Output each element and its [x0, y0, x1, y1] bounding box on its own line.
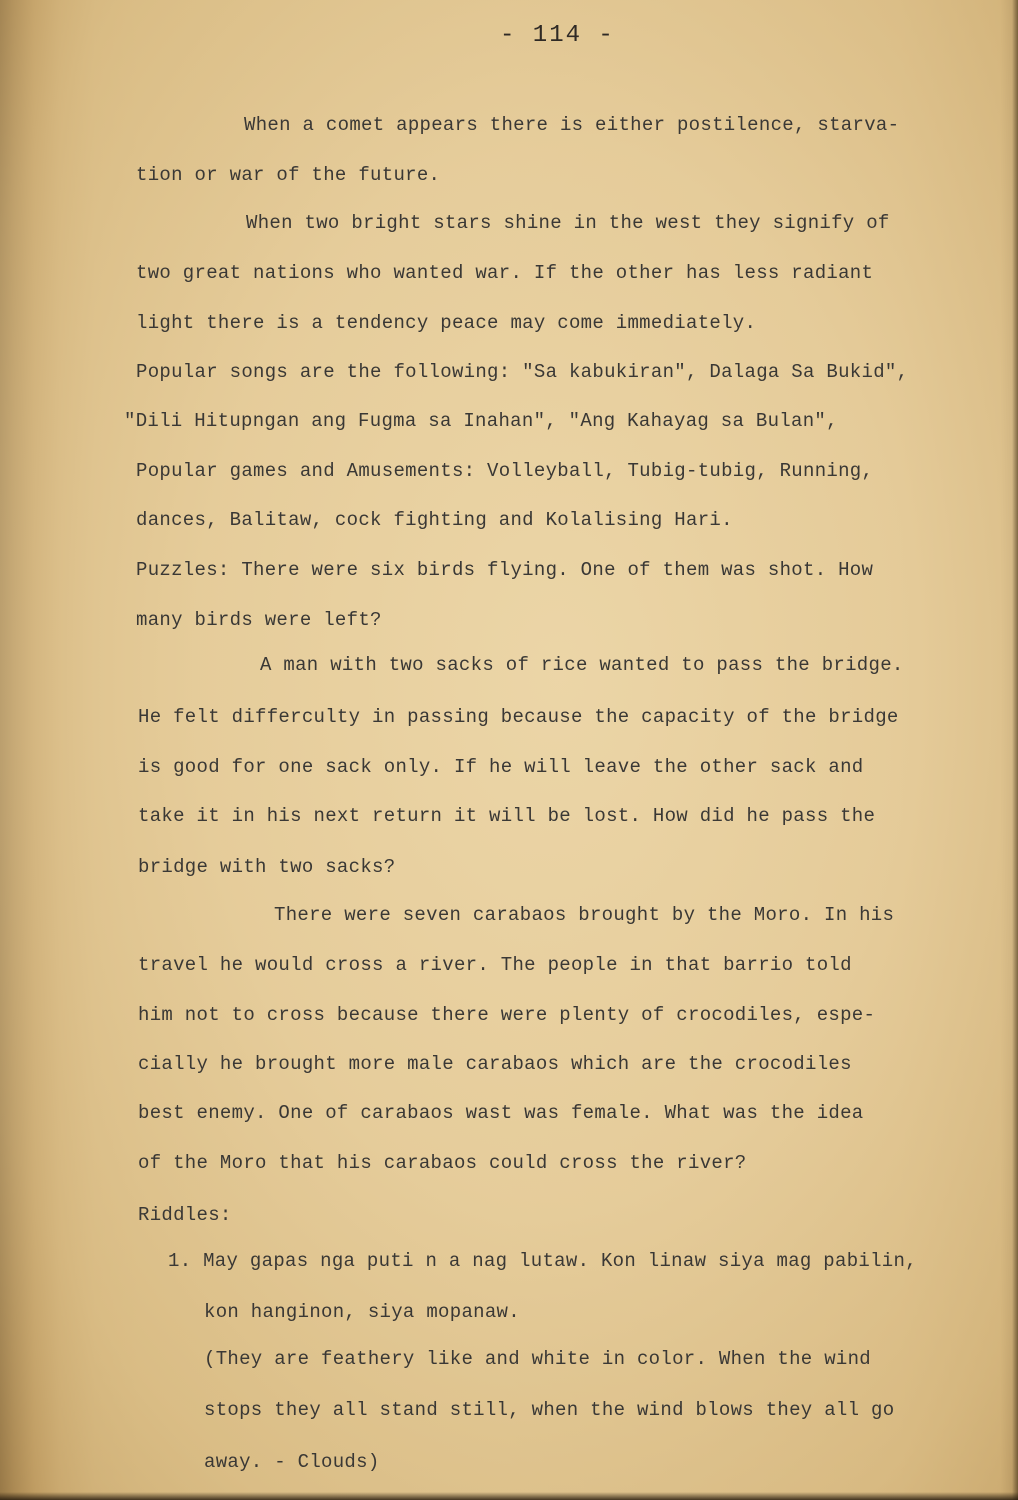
text-line: two great nations who wanted war. If the other has less radiant — [136, 262, 874, 284]
text-line: There were seven carabaos brought by the Moro. In his — [274, 904, 895, 926]
text-line: stops they all stand still, when the wind blows they all go — [204, 1399, 895, 1421]
text-line: best enemy. One of carabaos wast was female. What was the idea — [138, 1102, 864, 1124]
text-line: him not to cross because there were plenty of crocodiles, espe- — [138, 1004, 876, 1026]
text-line: When two bright stars shine in the west they signify of — [246, 212, 890, 234]
text-line: Riddles: — [138, 1204, 232, 1226]
text-line: He felt differculty in passing because the capacity of the bridge — [138, 706, 899, 728]
text-line: dances, Balitaw, cock fighting and Kolalising Hari. — [136, 509, 733, 531]
text-line: A man with two sacks of rice wanted to pass the bridge. — [260, 654, 904, 676]
text-line: Popular games and Amusements: Volleyball, Tubig-tubig, Running, — [136, 460, 874, 482]
text-line: of the Moro that his carabaos could cross the river? — [138, 1152, 747, 1174]
text-line: Popular songs are the following: "Sa kabukiran", Dalaga Sa Bukid", — [136, 361, 909, 383]
text-line: light there is a tendency peace may come immediately. — [136, 312, 757, 334]
text-line: (They are feathery like and white in color. When the wind — [204, 1348, 872, 1370]
text-line: tion or war of the future. — [136, 164, 441, 186]
page-number: - 114 - — [500, 22, 615, 49]
text-line: cially he brought more male carabaos which are the crocodiles — [138, 1053, 852, 1075]
text-line: Puzzles: There were six birds flying. One of them was shot. How — [136, 559, 874, 581]
text-line: travel he would cross a river. The people in that barrio told — [138, 954, 852, 976]
text-line: away. - Clouds) — [204, 1451, 380, 1473]
text-line: bridge with two sacks? — [138, 856, 396, 878]
text-line: "Dili Hitupngan ang Fugma sa Inahan", "Ang Kahayag sa Bulan", — [124, 410, 838, 432]
text-line: kon hanginon, siya mopanaw. — [204, 1301, 520, 1323]
page-bottom-shadow — [0, 1492, 1018, 1500]
page-edge-shadow — [1012, 0, 1018, 1500]
text-line: 1. May gapas nga puti n a nag lutaw. Kon linaw siya mag pabilin, — [168, 1250, 917, 1272]
text-line: take it in his next return it will be lost. How did he pass the — [138, 805, 876, 827]
text-line: many birds were left? — [136, 609, 382, 631]
text-line: When a comet appears there is either postilence, starva- — [244, 114, 900, 136]
text-line: is good for one sack only. If he will leave the other sack and — [138, 756, 864, 778]
